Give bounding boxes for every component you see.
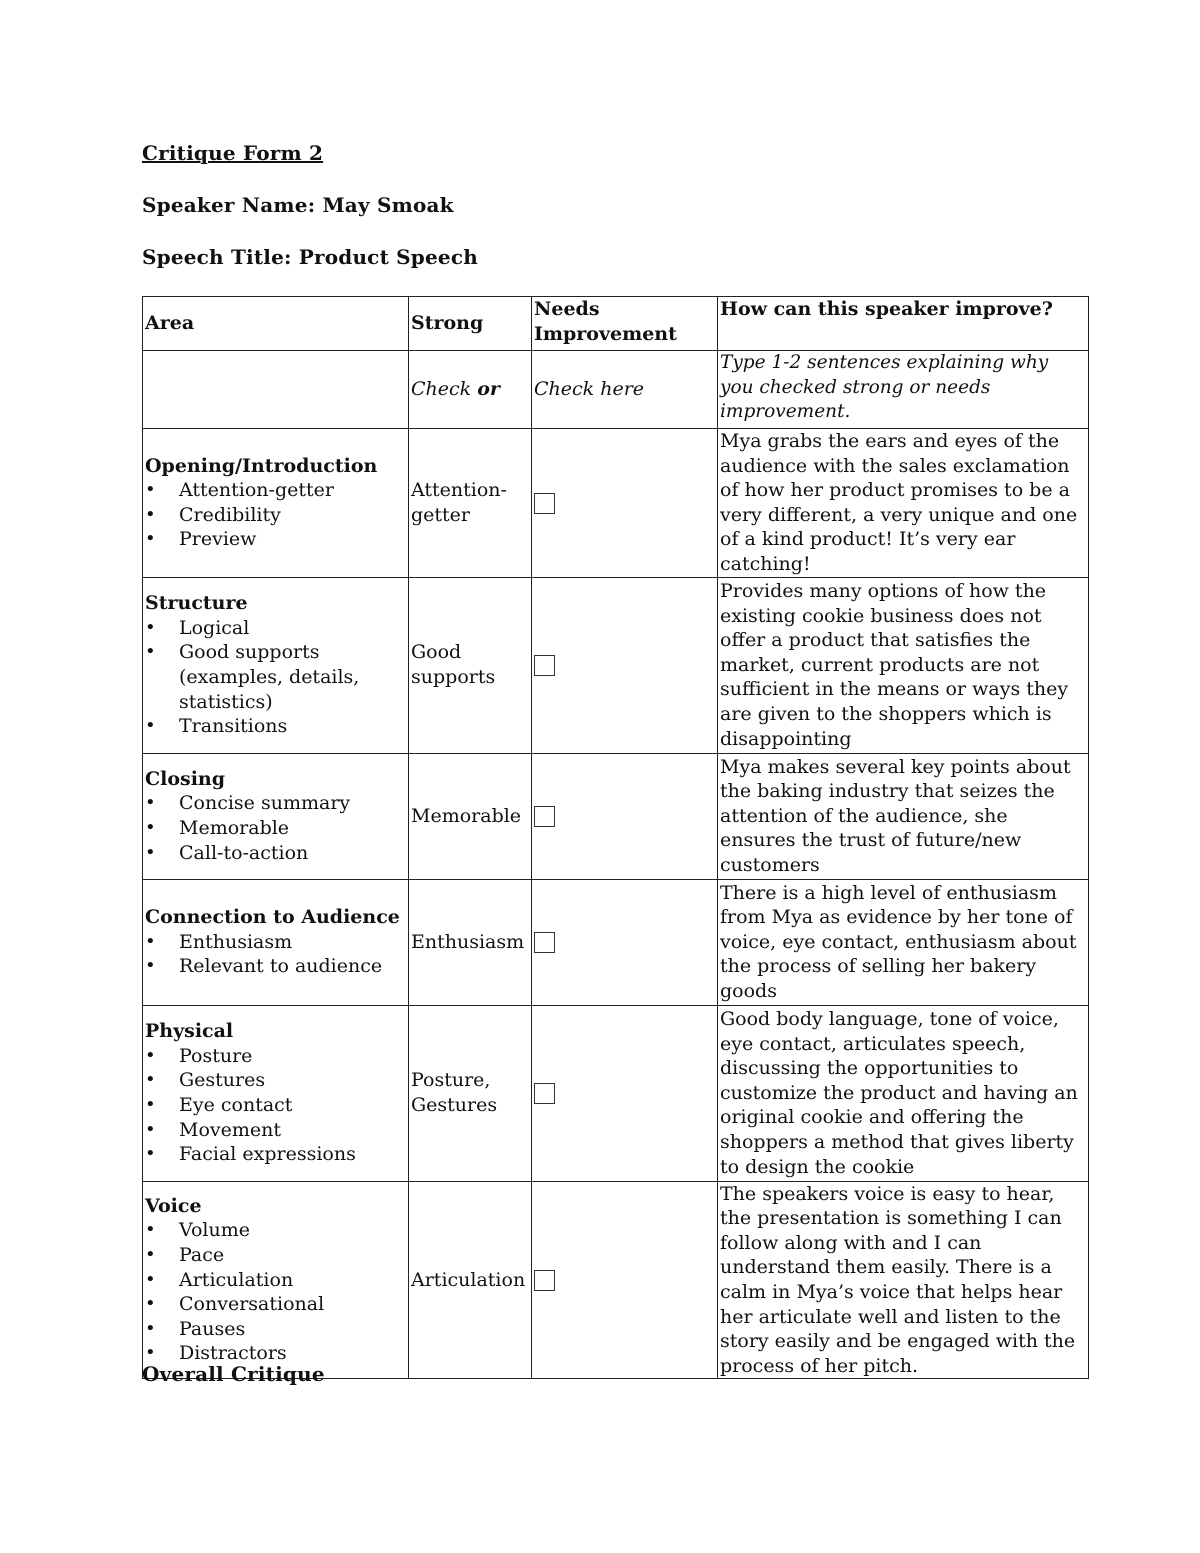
table-row (143, 577, 1089, 753)
list-item: • Preview (145, 527, 406, 552)
list-item: • Memorable (145, 816, 406, 841)
needs-cell (532, 1181, 718, 1379)
area-cell (143, 577, 409, 753)
list-item: • Call-to-action (145, 841, 406, 866)
area-items (145, 930, 406, 979)
list-item: • Gestures (145, 1068, 406, 1093)
area-cell (143, 429, 409, 578)
needs-improvement-checkbox[interactable] (534, 932, 555, 953)
list-item: • Distractors (145, 1341, 406, 1366)
list-item: • Credibility (145, 503, 406, 528)
hint-strong-check: Check (411, 378, 478, 401)
header-area: Area (143, 297, 409, 351)
table-row (143, 1181, 1089, 1379)
critique-table (142, 296, 1089, 1379)
needs-improvement-checkbox[interactable] (534, 1270, 555, 1291)
list-item: • Facial expressions (145, 1142, 406, 1167)
hint-needs-cell: Check here (532, 351, 718, 429)
form-title: Critique Form 2 (142, 141, 324, 165)
area-items (145, 1218, 406, 1366)
strong-cell[interactable]: Attention-getter (409, 429, 532, 578)
list-item: • Relevant to audience (145, 954, 406, 979)
table-row (143, 429, 1089, 578)
list-item: • Concise summary (145, 791, 406, 816)
area-items (145, 1044, 406, 1167)
header-improve: How can this speaker improve? (718, 297, 1089, 351)
list-item: • Logical (145, 616, 406, 641)
list-item: • Posture (145, 1044, 406, 1069)
speaker-name: Speaker Name: May Smoak (142, 193, 454, 217)
area-title: Opening/Introduction (145, 454, 378, 477)
area-title: Structure (145, 592, 248, 615)
header-needs-improvement: Needs Improvement (532, 297, 718, 351)
needs-improvement-checkbox[interactable] (534, 806, 555, 827)
needs-cell (532, 879, 718, 1005)
list-item: • Movement (145, 1118, 406, 1143)
strong-cell[interactable]: Posture, Gestures (409, 1005, 532, 1181)
list-item: • Transitions (145, 714, 406, 739)
needs-improvement-checkbox[interactable] (534, 493, 555, 514)
list-item: • Pauses (145, 1317, 406, 1342)
hint-row (143, 351, 1089, 429)
comment-cell[interactable]: Mya makes several key points about the baking industry that seizes the attention of the audience, she ensures the trust of future/new customers (718, 753, 1089, 879)
table-row (143, 1005, 1089, 1181)
area-cell (143, 879, 409, 1005)
needs-cell (532, 1005, 718, 1181)
needs-cell (532, 577, 718, 753)
comment-cell[interactable]: Good body language, tone of voice, eye contact, articulates speech, discussing the opportunities to customize the product and having an original cookie and offering the shoppers a method that gives liberty to design the cookie (718, 1005, 1089, 1181)
comment-cell[interactable]: There is a high level of enthusiasm from Mya as evidence by her tone of voice, eye contact, enthusiasm about the process of selling her bakery goods (718, 879, 1089, 1005)
area-title: Connection to Audience (145, 906, 400, 929)
list-item: • Conversational (145, 1292, 406, 1317)
speech-title: Speech Title: Product Speech (142, 245, 478, 269)
area-items (145, 478, 406, 552)
hint-area-cell (143, 351, 409, 429)
list-item: • Volume (145, 1218, 406, 1243)
strong-cell[interactable]: Articulation (409, 1181, 532, 1379)
hint-strong-or: or (477, 378, 500, 401)
area-cell (143, 753, 409, 879)
table-row (143, 753, 1089, 879)
area-items (145, 616, 406, 739)
strong-cell[interactable]: Enthusiasm (409, 879, 532, 1005)
needs-improvement-checkbox[interactable] (534, 655, 555, 676)
overall-critique-heading: Overall Critique (142, 1362, 325, 1386)
area-title: Physical (145, 1020, 234, 1043)
comment-cell[interactable]: Provides many options of how the existing cookie business does not offer a product that satisfies the market, current products are not sufficient in the means or ways they are given to the shoppers which is disappointing (718, 577, 1089, 753)
comment-cell[interactable]: The speakers voice is easy to hear, the presentation is something I can follow along with and I can understand them easily. There is a calm in Mya’s voice that helps hear her articulate well and listen to the story easily and be engaged with the process of her pitch. (718, 1181, 1089, 1379)
area-title: Closing (145, 767, 226, 790)
hint-strong-cell (409, 351, 532, 429)
comment-cell[interactable]: Mya grabs the ears and eyes of the audience with the sales exclamation of how her product promises to be a very different, a very unique and one of a kind product! It’s very ear catching! (718, 429, 1089, 578)
strong-cell[interactable]: Good supports (409, 577, 532, 753)
needs-improvement-checkbox[interactable] (534, 1083, 555, 1104)
needs-cell (532, 429, 718, 578)
area-items (145, 791, 406, 865)
table-header-row (143, 297, 1089, 351)
list-item: • Good supports (examples, details, statistics) (145, 640, 406, 714)
list-item: • Attention-getter (145, 478, 406, 503)
strong-cell[interactable]: Memorable (409, 753, 532, 879)
list-item: • Articulation (145, 1268, 406, 1293)
area-cell (143, 1005, 409, 1181)
list-item: • Pace (145, 1243, 406, 1268)
area-cell (143, 1181, 409, 1379)
header-strong: Strong (409, 297, 532, 351)
list-item: • Eye contact (145, 1093, 406, 1118)
needs-cell (532, 753, 718, 879)
list-item: • Enthusiasm (145, 930, 406, 955)
area-title: Voice (145, 1194, 202, 1217)
table-row (143, 879, 1089, 1005)
hint-improve-cell: Type 1-2 sentences explaining why you checked strong or needs improvement. (718, 351, 1089, 429)
